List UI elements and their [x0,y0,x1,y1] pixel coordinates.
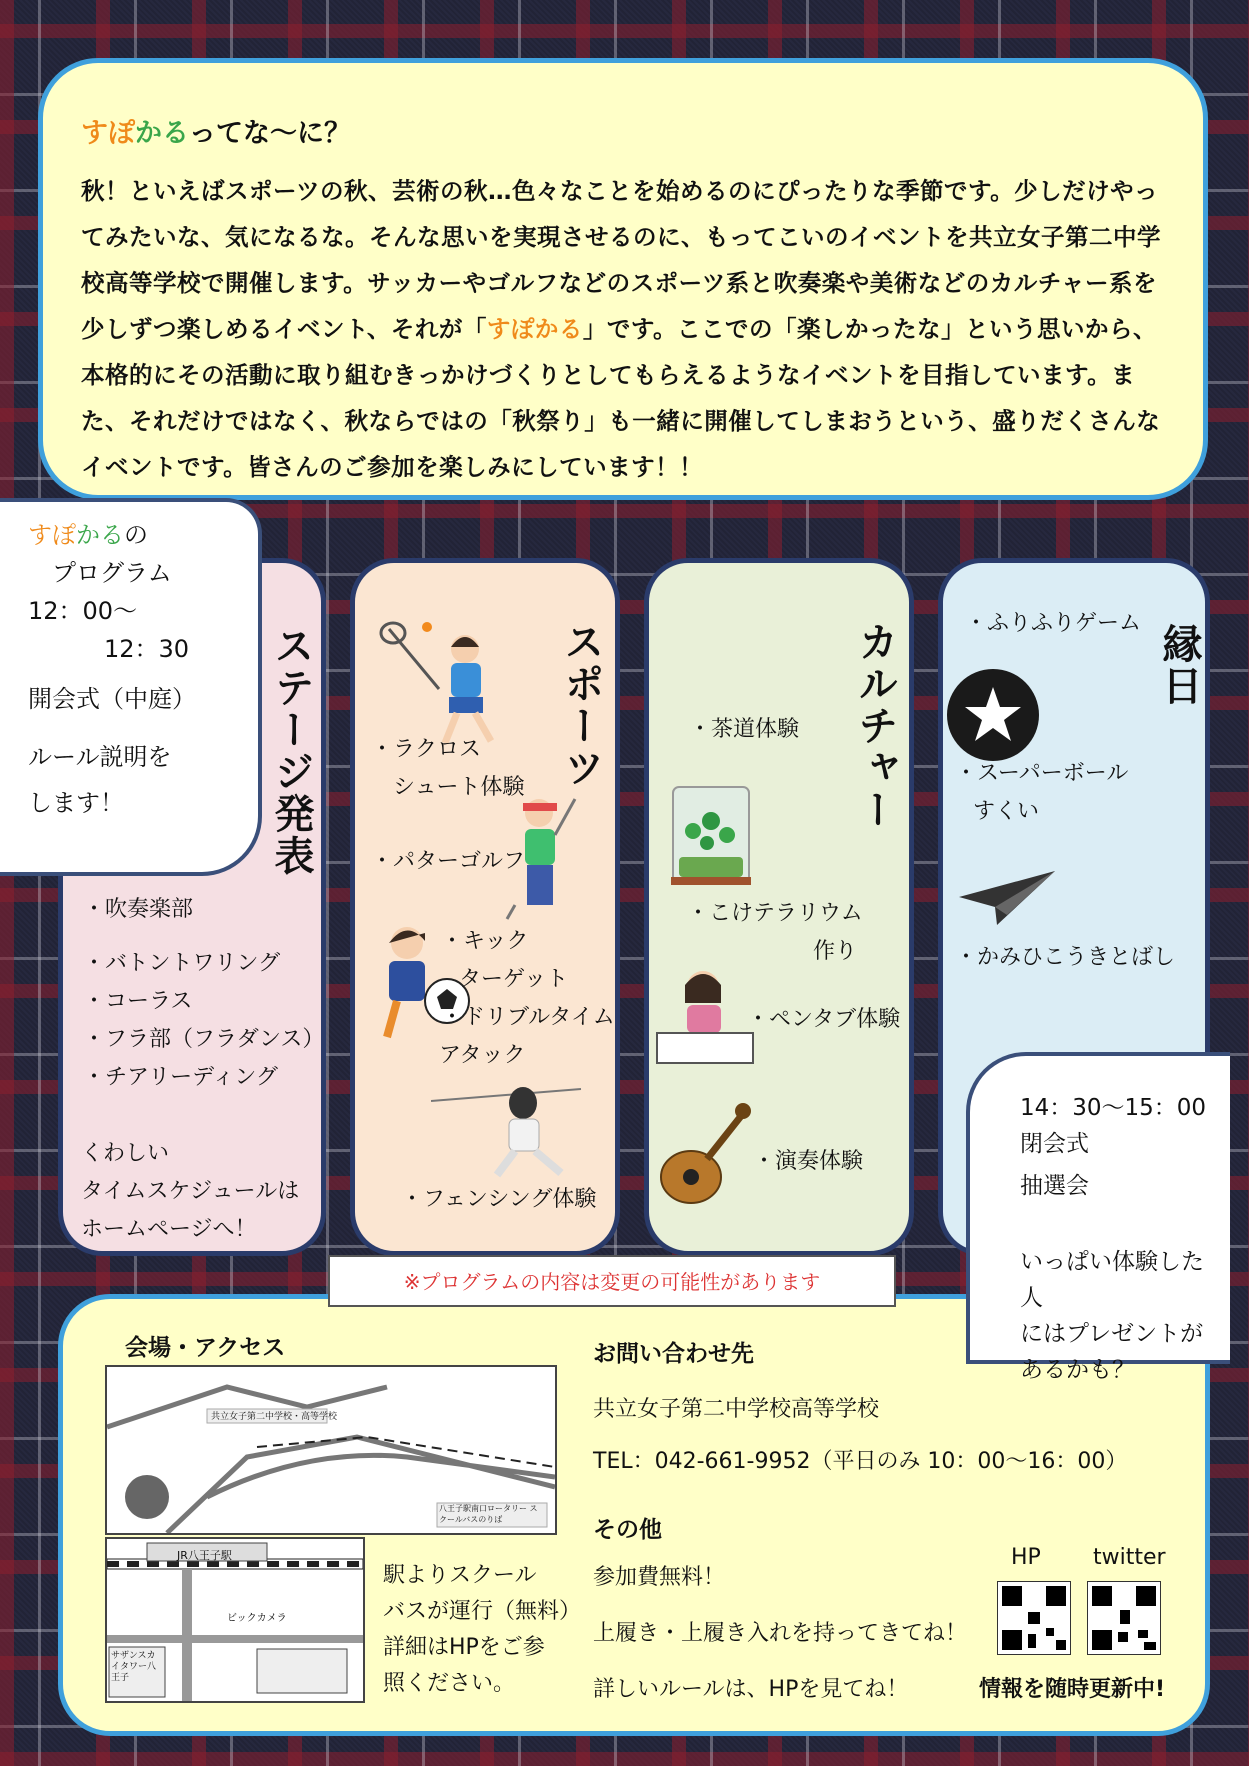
opening-ceremony: 開会式（中庭） [28,685,196,713]
gift-line1: いっぱい体験した人 [1020,1249,1204,1311]
paper-plane-icon [957,869,1057,929]
map-label-bic: ビックカメラ [227,1613,287,1624]
culture-heading: カルチャー [852,621,898,831]
ennichi-heading: 縁日 [1156,623,1202,707]
sports-item-lacrosse-shoot: シュート体験 [393,775,525,800]
culture-item-music: ・演奏体験 [753,1149,864,1174]
hp-label: HP [1011,1545,1041,1570]
ennichi-item-scoop: すくい [973,799,1040,824]
stage-more-line2: タイムスケジュールは [81,1179,300,1204]
stage-more-line3: ホームページへ！ [81,1217,257,1242]
program-time-end: 12：30 [104,635,190,663]
stage-item: ・吹奏楽部 [83,897,194,922]
stage-item: ・チアリーディング [83,1065,278,1090]
access-heading: 会場・アクセス [125,1335,286,1361]
about-panel [38,58,1208,500]
pen-tablet-artist-icon [649,963,759,1073]
map-label-rotary: 八王子駅南口ロータリー スクールバスのりば [439,1504,538,1524]
sports-item-dribble: ・ドリブルタイム [441,1005,615,1030]
area-map [105,1365,557,1535]
ennichi-item-furifuri: ・ふりふりゲーム [965,611,1142,636]
program-time-start: 12：00〜 [28,597,138,625]
culture-item-moss-make: 作り [813,939,858,964]
sports-item-target: ターゲット [459,967,569,992]
culture-item-tea: ・茶道体験 [689,717,800,742]
program-subtitle: プログラム [52,559,172,587]
program-box [0,498,262,876]
stage-item: ・コーラス [83,989,193,1014]
lottery: 抽選会 [1020,1173,1089,1199]
sports-heading: スポーツ [558,621,604,789]
bus-line3: 詳細はHPをご参 [383,1635,545,1660]
map-label-school: 共立女子第二中学校・高等学校 [211,1412,338,1422]
rules-line2: します！ [28,789,124,817]
sports-item-attack: アタック [439,1043,526,1068]
update-notice: 情報を随時更新中! [979,1677,1166,1702]
stage-item: ・バトントワリング [83,951,281,976]
star-ball-icon [945,667,1041,763]
sports-column [350,558,620,1256]
stage-item: ・フラ部（フラダンス） [83,1027,325,1052]
contact-heading: お問い合わせ先 [593,1341,754,1367]
fencer-icon [431,1079,591,1179]
culture-item-moss: ・こけテラリウム [687,901,863,926]
closing-time: 14：30〜15：00 [1020,1095,1207,1121]
closing-box [966,1052,1230,1383]
sports-item-putter-golf: ・パターゴルフ [371,849,526,874]
bring-shoes: 上履き・上履き入れを持ってきてね！ [593,1621,968,1646]
closing-ceremony: 閉会式 [1020,1131,1089,1157]
contact-tel: TEL：042-661-9952（平日のみ 10：00〜16：00） [593,1449,1128,1474]
other-heading: その他 [593,1517,662,1543]
bus-line1: 駅よりスクール [383,1563,537,1588]
program-title: すぽかるの [28,521,148,549]
stage-more-line1: くわしい [81,1141,170,1166]
culture-item-pentab: ・ペンタブ体験 [747,1007,901,1032]
gift-line2: にはプレゼントが [1020,1321,1204,1347]
notice-banner: ※プログラムの内容は変更の可能性があります [328,1255,896,1307]
gift-line3: あるかも？ [1020,1357,1135,1383]
terrarium-icon [671,785,753,887]
school-name: 共立女子第二中学校高等学校 [593,1397,880,1422]
bus-line2: バスが運行（無料） [383,1599,582,1624]
sports-item-kick: ・キック [441,929,529,954]
ennichi-item-paperplane: ・かみひこうきとばし [955,945,1176,970]
sports-item-lacrosse: ・ラクロス [371,737,482,762]
culture-column [644,558,914,1256]
fee-free: 参加費無料！ [593,1565,726,1590]
stage-heading: ステージ発表 [268,625,314,877]
hp-qr-icon[interactable] [997,1581,1071,1655]
see-hp: 詳しいルールは、HPを見てね！ [593,1677,909,1702]
about-title: すぽかるってな〜に？ [81,118,351,149]
bus-line4: 照ください。 [383,1671,516,1696]
mandolin-icon [653,1099,753,1209]
sports-item-fencing: ・フェンシング体験 [401,1187,597,1212]
ennichi-item-superball: ・スーパーボール [955,761,1129,786]
twitter-qr-icon[interactable] [1087,1581,1161,1655]
map-label-station: JR八王子駅 [177,1549,232,1562]
map-label-tower: サザンスカイタワー八王子 [111,1651,157,1683]
station-map [105,1537,365,1703]
about-text: 秋！といえばスポーツの秋、芸術の秋…色々なことを始めるのにぴったりな季節です。少しだけやってみたいな、気になるな。そんな思いを実現させるのに、もってこいのイベントを共立女子第二中学校高等学校で開催します。サッカーやゴルフなどのスポーツ系と吹奏楽や美術などのカルチャー系を少しずつ楽しめるイベント、それが「すぽかる」です。ここでの「楽しかったな」という思いから、本格的にその活動に取り組むきっかけづくりとしてもらえるようなイベントを目指しています。また、それだけではなく、秋ならではの「秋祭り」も一緒に開催してしまおうという、盛りだくさんなイベントです。皆さんのご参加を楽しみにしています！！ [81,177,1161,481]
twitter-label: twitter [1093,1545,1166,1570]
rules-line1: ルール説明を [28,743,172,771]
